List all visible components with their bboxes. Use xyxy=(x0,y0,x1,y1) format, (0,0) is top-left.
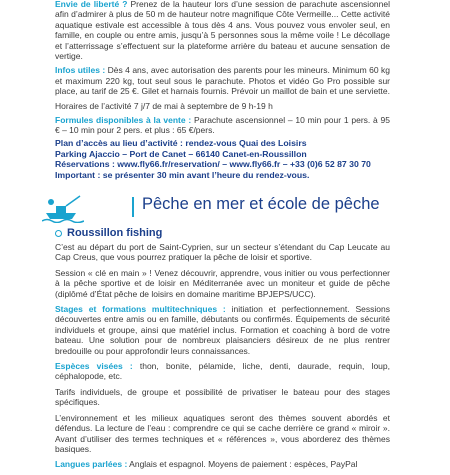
departure-paragraph: C’est au départ du port de Saint-Cyprien, sur un secteur s’étendant du Cap Leucate au Cap Creus, que vous pourrez pratiquer la pêche de loisir et sportive. xyxy=(55,242,390,263)
stages-paragraph xyxy=(55,304,390,356)
fishing-boat-icon xyxy=(42,193,84,223)
reservation-line: Réservations : www.fly66.fr/reservation/ – www.fly66.fr – +33 (0)6 52 87 30 70 xyxy=(55,159,371,170)
bullet-circle-icon xyxy=(55,230,62,237)
formules-paragraph xyxy=(55,115,390,136)
infos-label: Infos utiles : xyxy=(55,65,106,76)
especes-text: thon, bonite, pélamide, liche, denti, daurade, requin, loup, céphalopode, etc. xyxy=(55,361,390,382)
environment-paragraph: L’environnement et les milieux aquatiques seront des thèmes souvent abordés et défendus. La lecture de l’eau : comprendre ce qui se cache derrière ce grand « miroir ». Avant d’utiliser des termes techniques et « références », vous aborderez des thèmes basiques. xyxy=(55,412,390,454)
formules-label: Formules disponibles à la vente : xyxy=(55,115,192,126)
access-info xyxy=(55,138,390,180)
subsection-header xyxy=(55,227,162,239)
access-line: Plan d’accès au lieu d’activité : rendez-vous Quai des Loisirs xyxy=(55,138,307,148)
stages-text: initiation et perfectionnement. Sessions découvertes entre amis ou en famille, débutants ou confirmés. Équipements de sécurité individuels et groupe, ainsi que matériel inclus. Formation et coaching à bord de votre bateau. Une solution pour de nombreux plaisanciers désireux de ne plus rentrer bredouille ou pour approfondir leurs connaissances. xyxy=(55,304,390,356)
parking-line: Parking Ajaccio – Port de Canet – 66140 Canet-en-Roussillon xyxy=(55,148,307,159)
section-divider xyxy=(132,197,134,217)
fishing-body xyxy=(55,242,390,475)
bapteme-label: Envie de liberté ? xyxy=(55,0,128,9)
parachute-section xyxy=(55,0,390,140)
especes-paragraph xyxy=(55,361,390,382)
section-header xyxy=(42,193,422,221)
session-paragraph: Session « clé en main » ! Venez découvrir, apprendre, vous initier ou vous perfectionner à la pêche sportive et de loisir en Méditerranée avec un moniteur et guide de pêche (diplômé d’État pêche de loisirs en domaine maritime BPJEPS/UCC). xyxy=(55,267,390,299)
langues-label: Langues parlées : xyxy=(55,459,128,470)
section-title: Pêche en mer et école de pêche xyxy=(142,195,380,213)
langues-paragraph xyxy=(55,459,390,469)
important-line: Important : se présenter 30 min avant l’heure du rendez-vous. xyxy=(55,169,310,180)
tarifs-paragraph: Tarifs individuels, de groupe et possibilité de privatiser le bateau pour des stages spécifiques. xyxy=(55,386,390,408)
horaires-text: Horaires de l’activité 7 j/7 de mai à septembre de 9 h-19 h xyxy=(55,100,273,111)
bapteme-text: Prenez de la hauteur lors d’une session de parachute ascensionnel afin d’admirer à plus de 50 m de hauteur notre magnifique Côte Vermeille... Cette activité aquatique estivale est accessible à tous dès 4 ans. Vous pouvez vous envoler seul, en famille, en couple ou entre amis, jusqu’à 5 personnes sous la même voile ! Le décollage et l’atterrissage s’effectuent sur la plateforme arrière du bateau et aucune sensation de vertige. xyxy=(55,0,390,62)
stages-label: Stages et formations multitechniques : xyxy=(55,304,226,315)
infos-paragraph xyxy=(55,65,390,96)
subsection-title: Roussillon fishing xyxy=(67,227,163,239)
especes-label: Espèces visées : xyxy=(55,361,133,372)
formules-text: Parachute ascensionnel – 10 min pour 1 pers. à 95 € – 10 min pour 2 pers. et plus : 65 €/pers. xyxy=(55,115,390,136)
infos-text: Dès 4 ans, avec autorisation des parents pour les mineurs. Minimum 60 kg et maximum 220 kg, tout seul sous le parachute. Photos et vidéo Go Pro possible sur place, au tarif de 25 €. Gilet et harnais fournis. Prévoir un maillot de bain et une serviette. xyxy=(55,65,390,97)
bapteme-paragraph xyxy=(55,0,390,61)
langues-text: Anglais et espagnol. Moyens de paiement : espèces, PayPal xyxy=(127,459,358,470)
